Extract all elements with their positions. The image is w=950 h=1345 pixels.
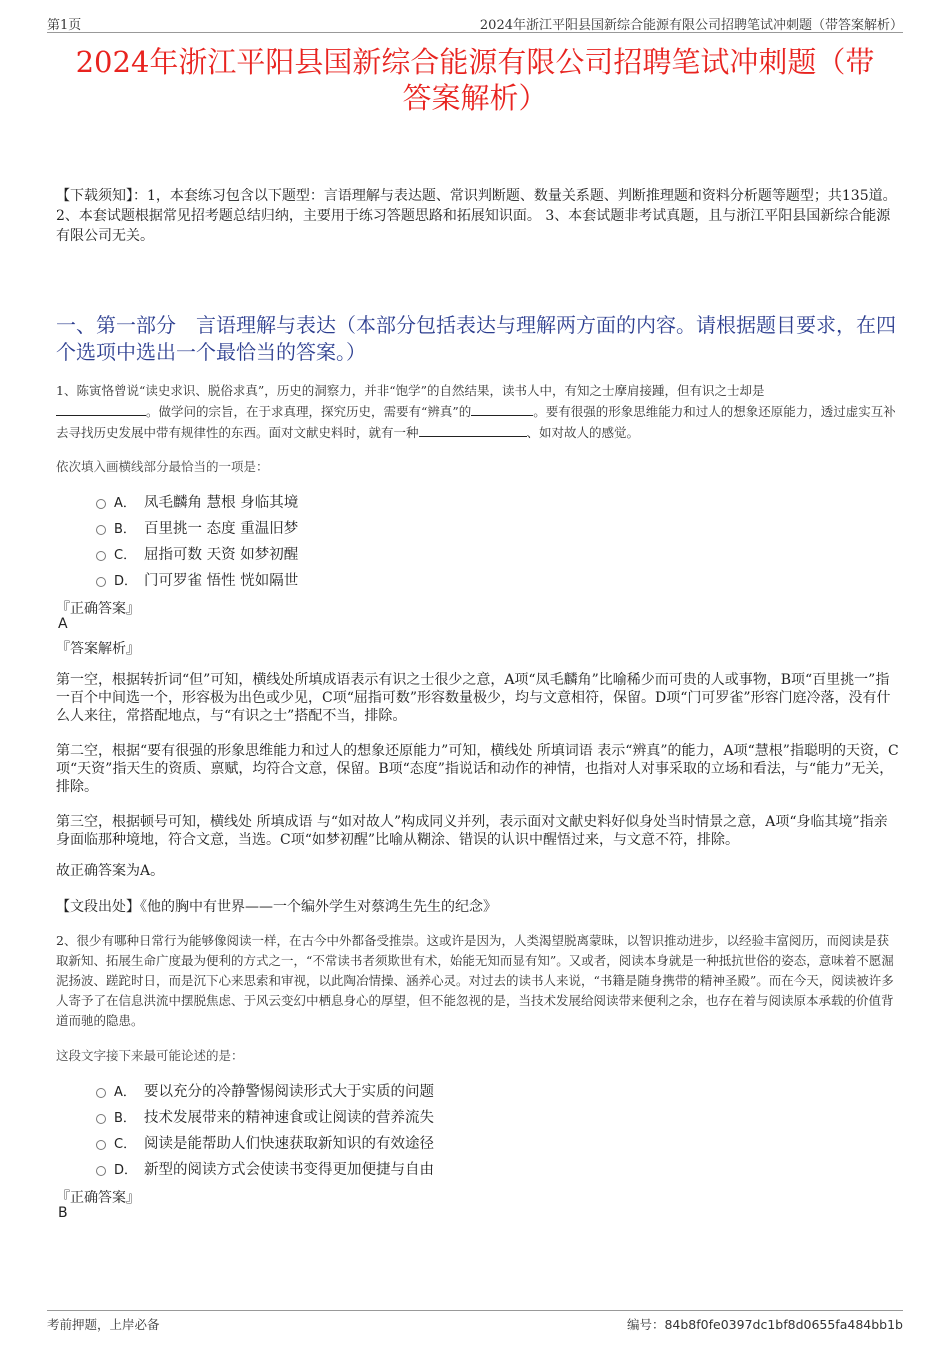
page-number: 第1页 bbox=[47, 18, 82, 33]
option-text: 屈指可数 天资 如梦初醒 bbox=[144, 546, 299, 563]
option-letter: D． bbox=[114, 573, 138, 589]
option-letter: D． bbox=[114, 1162, 138, 1178]
q1-part1: 1、陈寅恪曾说“读史求识、脱俗求真”，历史的洞察力，并非“饱学”的自然结果，读书人中，有知之士摩肩接踵，但有识之士却是 bbox=[56, 383, 765, 398]
option-text: 要以充分的冷静警惕阅读形式大于实质的问题 bbox=[144, 1083, 434, 1100]
footer-slogan: 考前押题，上岸必备 bbox=[47, 1317, 160, 1332]
download-notice: 【下载须知】：1，本套练习包含以下题型：言语理解与表达题、常识判断题、数量关系题、判断推理题和资料分析题等题型；共135道。 2、本套试题根据常见招考题总结归纳，主要用于练习答题思路和拓展知识面。 3、本套试题非考试真题，且与浙江平阳县国新综合能源有限公司无关。 bbox=[56, 188, 897, 244]
analysis-paragraph-1: 第一空，根据转折词“但”可知，横线处所填成语表示有识之士很少之意，A项“凤毛麟角”比喻稀少而可贵的人或事物，B项“百里挑一”指一百个中间选一个，形容极为出色或少见，C项“屈指可数”形容数量极少，均与文意相符，保留。D项“门可罗雀”形容门庭冷落，没有什么人来往，常搭配地点，与“有识之士”搭配不当，排除。 bbox=[56, 672, 891, 724]
page-header bbox=[47, 12, 903, 33]
question-2-text: 2、很少有哪种日常行为能够像阅读一样，在古今中外都备受推崇。这或许是因为，人类渴望脱离蒙昧，以智识推动进步，以经验丰富阅历，而阅读是获取新知、拓展生命广度最为便利的方式之一，“不常读书者须欺世有术，始能无知而显有知”。又或者，阅读本身就是一种抵抗世俗的姿态，意味着不愿淈泥扬波、蹉跎时日，而是沉下心来思索和审视，以此陶冶情操、涵养心灵。对过去的读书人来说，“书籍是随身携带的精神圣殿”。而在今天，阅读被许多人寄予了在信息洪流中摆脱焦虑、于风云变幻中栖息身心的厚望，但不能忽视的是，当技术发展给阅读带来便利之余，也存在着与阅读原本承载的价值背道而驰的隐患。 bbox=[56, 933, 894, 1028]
radio-icon[interactable] bbox=[96, 1166, 106, 1176]
option-letter: B． bbox=[114, 521, 136, 537]
option-a[interactable] bbox=[96, 488, 298, 514]
title-line-1: 2024年浙江平阳县国新综合能源有限公司招聘笔试冲刺题（带 bbox=[75, 45, 875, 79]
option-d[interactable] bbox=[96, 566, 298, 592]
analysis-conclusion: 故正确答案为A。 bbox=[56, 863, 165, 879]
page-title bbox=[40, 44, 910, 116]
footer-code-value: 84b8f0fe0397dc1bf8d0655fa484bb1b bbox=[664, 1317, 903, 1332]
q1-blank-1 bbox=[56, 401, 146, 416]
option-text: 技术发展带来的精神速食或让阅读的营养流失 bbox=[144, 1109, 434, 1126]
question-1-options bbox=[96, 488, 298, 592]
option-c[interactable] bbox=[96, 1129, 434, 1155]
option-text: 百里挑一 态度 重温旧梦 bbox=[144, 520, 299, 537]
option-b[interactable] bbox=[96, 514, 298, 540]
passage-source: 【文段出处】《他的胸中有世界——一个编外学生对蔡鸿生先生的纪念》 bbox=[56, 899, 497, 915]
question-1-prompt: 依次填入画横线部分最恰当的一项是： bbox=[56, 459, 269, 474]
question-2-prompt: 这段文字接下来最可能论述的是： bbox=[56, 1048, 244, 1063]
question-1-text bbox=[56, 381, 900, 443]
analysis-paragraph-2: 第二空，根据“要有很强的形象思维能力和过人的想象还原能力”可知，横线处 所填词语 表示“辨真”的能力，A项“慧根”指聪明的天资，C项“天资”指天生的资质、禀赋，均符合文意，保留。B项“态度”指说话和动作的神情，也指对人对事采取的立场和看法，与“能力”无关，排除。 bbox=[56, 743, 899, 795]
q1-part2: 。做学问的宗旨，在于求真理，探究历史，需要有“辨真”的 bbox=[146, 404, 472, 419]
option-text: 凤毛麟角 慧根 身临其境 bbox=[144, 494, 299, 511]
radio-icon[interactable] bbox=[96, 1140, 106, 1150]
q1-part4: 、如对故人的感觉。 bbox=[526, 425, 640, 440]
option-c[interactable] bbox=[96, 540, 298, 566]
option-text: 阅读是能帮助人们快速获取新知识的有效途径 bbox=[144, 1135, 434, 1152]
radio-icon[interactable] bbox=[96, 551, 106, 561]
option-text: 新型的阅读方式会使读书变得更加便捷与自由 bbox=[144, 1161, 434, 1178]
option-letter: C． bbox=[114, 547, 137, 563]
option-letter: A． bbox=[114, 495, 136, 511]
option-b[interactable] bbox=[96, 1103, 434, 1129]
radio-icon[interactable] bbox=[96, 499, 106, 509]
page-footer bbox=[47, 1310, 903, 1333]
footer-code bbox=[627, 1315, 903, 1333]
analysis-label: 『答案解析』 bbox=[56, 641, 140, 657]
option-d[interactable] bbox=[96, 1155, 434, 1181]
option-letter: C． bbox=[114, 1136, 137, 1152]
option-letter: B． bbox=[114, 1110, 136, 1126]
q1-blank-3 bbox=[419, 422, 527, 437]
radio-icon[interactable] bbox=[96, 1114, 106, 1124]
q1-blank-2 bbox=[471, 401, 533, 416]
question-2-options bbox=[96, 1077, 434, 1181]
header-doc-title: 2024年浙江平阳县国新综合能源有限公司招聘笔试冲刺题（带答案解析） bbox=[479, 18, 903, 33]
radio-icon[interactable] bbox=[96, 525, 106, 535]
radio-icon[interactable] bbox=[96, 577, 106, 587]
q1-part3: 。要有很强的形象思维能力和过人的想象还原能力，透过虚实互补去寻找历史发展中带有规律性的东西。面对文献史料时，就有一种 bbox=[56, 404, 896, 440]
correct-answer-value: A bbox=[58, 616, 68, 632]
footer-code-label: 编号： bbox=[626, 1317, 665, 1332]
option-letter: A． bbox=[114, 1084, 136, 1100]
correct-answer-label: 『正确答案』 bbox=[56, 1190, 140, 1206]
section-heading: 一、第一部分 言语理解与表达（本部分包括表达与理解两方面的内容。请根据题目要求，在四个选项中选出一个最恰当的答案。） bbox=[56, 313, 896, 364]
correct-answer-value: B bbox=[58, 1205, 68, 1221]
option-text: 门可罗雀 悟性 恍如隔世 bbox=[144, 572, 299, 589]
option-a[interactable] bbox=[96, 1077, 434, 1103]
radio-icon[interactable] bbox=[96, 1088, 106, 1098]
analysis-paragraph-3: 第三空，根据顿号可知，横线处 所填成语 与“如对故人”构成同义并列，表示面对文献史料好似身处当时情景之意，A项“身临其境”指亲身面临那种境地，符合文意，当选。C项“如梦初醒”比喻从糊涂、错误的认识中醒悟过来，与文意不符，排除。 bbox=[56, 814, 888, 848]
title-line-2: 答案解析） bbox=[402, 81, 548, 115]
correct-answer-label: 『正确答案』 bbox=[56, 601, 140, 617]
